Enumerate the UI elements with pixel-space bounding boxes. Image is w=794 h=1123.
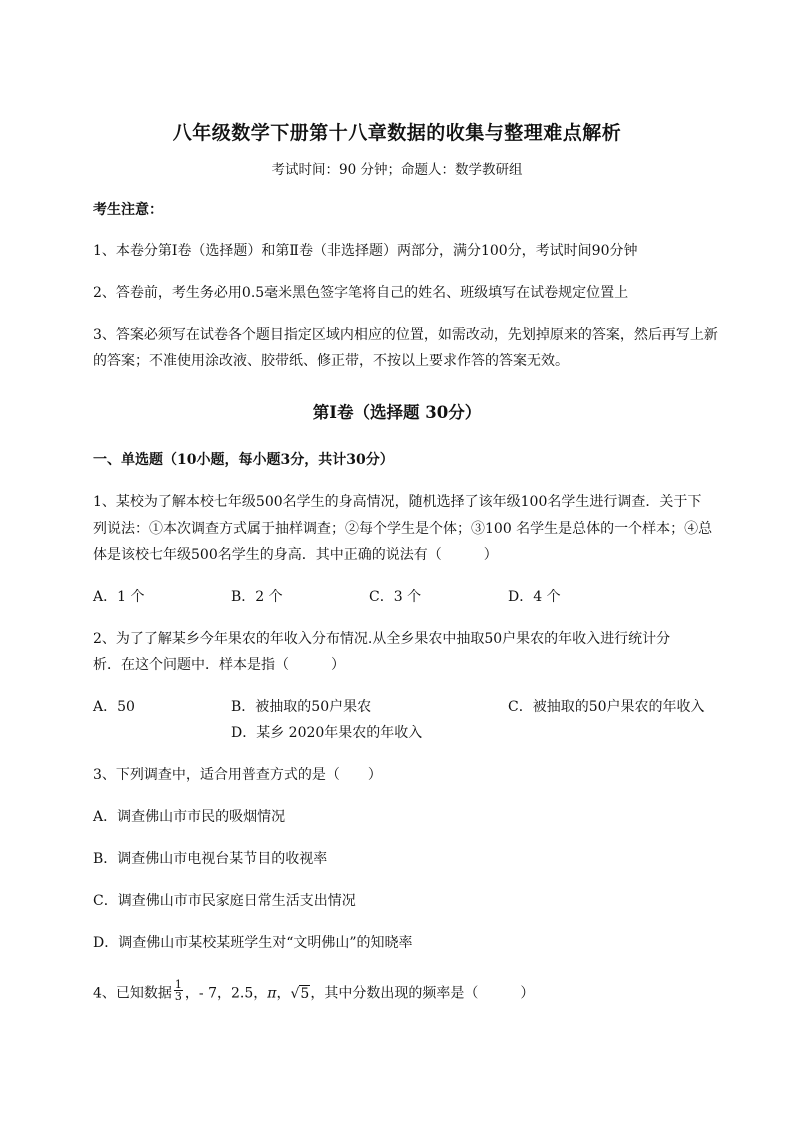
q2-option-d: D．某乡 2020年果农的年收入 [231,725,423,741]
fraction-denominator: 3 [174,990,182,1003]
q3-option-d: D．调查佛山市某校某班学生对“文明佛山”的知晓率 [93,935,413,951]
q4-suffix: ，其中分数出现的频率是（ ） [310,985,535,1002]
fraction-numerator: 1 [174,978,182,991]
sqrt-five [290,984,310,1004]
q3-option-c: C．调查佛山市市民家庭日常生活支出情况 [93,893,356,909]
page-title: 八年级数学下册第十八章数据的收集与整理难点解析 [172,122,622,144]
q4-separator: ， [276,985,291,1002]
notice-item-3: 3、答案必须写在试卷各个题目指定区域内相应的位置，如需改动，先划掉原来的答案，然后再写上新 [93,327,718,343]
q2-option-a: A．50 [93,699,135,715]
q3-option-b: B．调查佛山市电视台某节目的收视率 [93,851,328,867]
notice-heading: 考生注意： [93,202,163,218]
q1-line-1: 1、某校为了解本校七年级500名学生的身高情况，随机选择了该年级100名学生进行调查．关于下 [93,494,702,510]
q1-line-3: 体是该校七年级500名学生的身高．其中正确的说法有（ ） [93,547,498,563]
part-heading: 一、单选题（10小题，每小题3分，共计30分） [93,452,394,468]
q3-option-a: A．调查佛山市市民的吸烟情况 [93,809,286,825]
sqrt-radicand: 5 [300,985,310,1002]
q4-middle: ，- 7，2.5， [184,985,268,1002]
notice-item-3-cont: 的答案；不准使用涂改液、胶带纸、修正带，不按以上要求作答的答案无效。 [93,353,569,369]
notice-item-2: 2、答卷前，考生务必用0.5毫米黑色签字笔将自己的姓名、班级填写在试卷规定位置上 [93,285,629,301]
q1-option-d: D．4 个 [508,589,561,605]
exam-info: 考试时间：90 分钟；命题人：数学教研组 [271,162,523,178]
q4-stem [93,978,535,1005]
q1-option-c: C．3 个 [369,589,422,605]
pi-symbol: π [267,985,277,1002]
section-title: 第Ⅰ卷（选择题 30分） [312,403,482,422]
q1-option-a: A．1 个 [93,589,145,605]
q3-stem: 3、下列调查中，适合用普查方式的是（ ） [93,767,382,783]
notice-item-1: 1、本卷分第Ⅰ卷（选择题）和第Ⅱ卷（非选择题）两部分，满分100分，考试时间90分钟 [93,243,638,259]
q2-option-c: C．被抽取的50户果农的年收入 [508,699,705,715]
fraction-one-third [174,979,183,1002]
q2-option-b: B．被抽取的50户果农 [231,699,372,715]
q2-line-2: 析．在这个问题中．样本是指（ ） [93,657,345,673]
sqrt-icon: √ [290,985,300,1002]
q1-line-2: 列说法：①本次调查方式属于抽样调查；②每个学生是个体；③100 名学生是总体的一个样本；④总 [93,521,713,537]
q1-option-b: B．2 个 [231,589,283,605]
q4-prefix: 4、已知数据 [93,985,172,1002]
q2-line-1: 2、为了了解某乡今年果农的年收入分布情况.从全乡果农中抽取50户果农的年收入进行统计分 [93,631,671,647]
